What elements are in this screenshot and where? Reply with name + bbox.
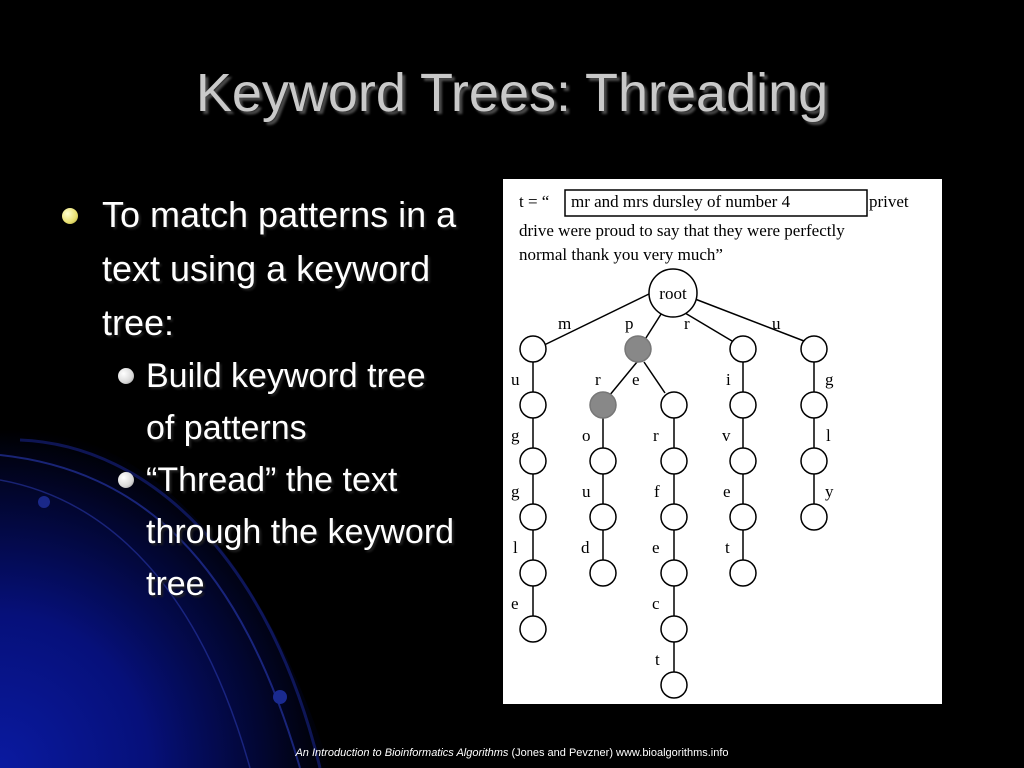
footer — [0, 747, 1024, 759]
tree-node — [730, 392, 756, 418]
tree-node — [801, 392, 827, 418]
tree-node — [520, 616, 546, 642]
tree-node — [520, 392, 546, 418]
footer-rest: (Jones and Pevzner) www.bioalgorithms.info — [508, 747, 729, 759]
sub-bullet — [62, 454, 462, 610]
root-label: root — [659, 284, 687, 303]
edge-label: o — [582, 426, 591, 445]
tree-node — [661, 672, 687, 698]
keyword-tree-diagram — [503, 179, 942, 704]
edge-label: u — [511, 370, 520, 389]
tree-node — [590, 504, 616, 530]
text-boxed: mr and mrs dursley of number 4 — [571, 192, 791, 211]
tree-node — [730, 560, 756, 586]
tree-node — [661, 504, 687, 530]
tree-node — [520, 560, 546, 586]
tree-node — [520, 336, 546, 362]
edge-label: e — [723, 482, 731, 501]
tree-node — [801, 504, 827, 530]
text-line-1-suffix: privet — [869, 192, 909, 211]
edge-label: m — [558, 314, 572, 333]
tree-node — [590, 560, 616, 586]
sub-bullet — [62, 350, 462, 454]
slide-title: Keyword Trees: Threading — [195, 63, 829, 123]
edge-label: r — [595, 370, 601, 389]
edge-label: g — [511, 482, 520, 501]
text-line-3: normal thank you very much” — [519, 245, 723, 264]
sub-bullet-dot-icon — [118, 472, 134, 488]
tree-node — [661, 392, 687, 418]
sub-bullet-text: “Thread” the text through the keyword tree — [146, 461, 455, 603]
bullet-main — [62, 188, 462, 350]
edge-label: e — [632, 370, 640, 389]
tree-node — [730, 504, 756, 530]
edge-label: l — [826, 426, 831, 445]
edge-label: g — [511, 426, 520, 445]
bullet-main-text: To match patterns in a text using a keyword tree: — [102, 194, 457, 343]
edge-label: v — [722, 426, 731, 445]
edge-label: f — [654, 482, 660, 501]
edge-label: t — [655, 650, 660, 669]
edge-label: e — [652, 538, 660, 557]
edge-label: l — [513, 538, 518, 557]
text-line-1-prefix: t = “ — [519, 192, 550, 211]
tree-node — [590, 448, 616, 474]
tree-node — [520, 448, 546, 474]
footer-book-title: An Introduction to Bioinformatics Algorithms — [295, 747, 509, 759]
edge-label: i — [726, 370, 731, 389]
tree-node-highlighted — [590, 392, 616, 418]
edge-label: r — [653, 426, 659, 445]
tree-node — [520, 504, 546, 530]
text-line-2: drive were proud to say that they were perfectly — [519, 221, 845, 240]
tree-node — [801, 448, 827, 474]
edge-label: r — [684, 314, 690, 333]
edge-label: c — [652, 594, 660, 613]
tree-node — [661, 448, 687, 474]
tree-node-highlighted — [625, 336, 651, 362]
tree-node — [730, 448, 756, 474]
edge-label: y — [825, 482, 834, 501]
tree-node — [730, 336, 756, 362]
sub-bullet-text: Build keyword tree of patterns — [146, 357, 426, 447]
bullet-dot-icon — [62, 208, 78, 224]
sub-bullet-dot-icon — [118, 368, 134, 384]
edge-label: t — [725, 538, 730, 557]
tree-node — [661, 616, 687, 642]
edge-label: u — [582, 482, 591, 501]
edge-label: e — [511, 594, 519, 613]
tree-node — [801, 336, 827, 362]
edge-label: g — [825, 370, 834, 389]
edge-label: p — [625, 314, 634, 333]
tree-node — [661, 560, 687, 586]
keyword-tree-svg — [503, 179, 942, 704]
edge-label: d — [581, 538, 590, 557]
edge-label: u — [772, 314, 781, 333]
bullet-list — [62, 188, 462, 610]
